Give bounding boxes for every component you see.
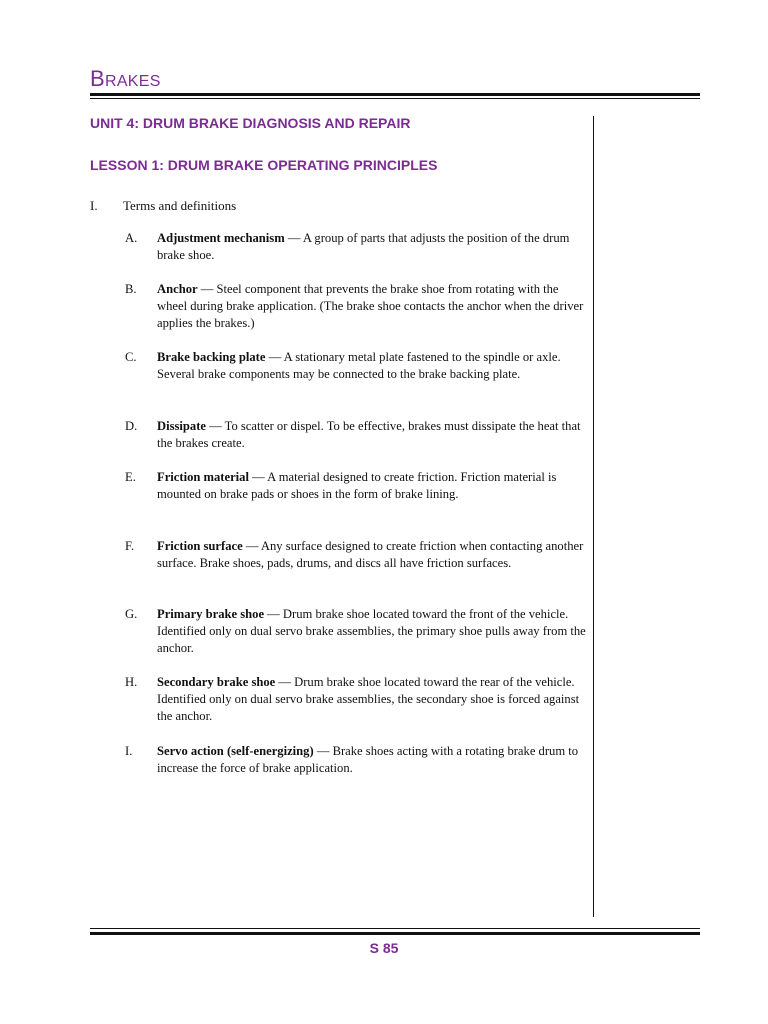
term-letter: H.	[125, 675, 138, 689]
term-letter: I.	[125, 744, 133, 758]
term-definition: — Any surface designed to create friction when contacting another surface. Brake shoes, pads, drums, and discs all have friction surfaces.	[157, 539, 584, 570]
term-letter: D.	[125, 419, 138, 433]
term-name: Adjustment mechanism	[157, 231, 285, 245]
term-letter: A.	[125, 231, 138, 245]
term-body	[157, 281, 587, 332]
margin-vertical-rule	[593, 116, 594, 917]
term-body	[157, 230, 587, 264]
term-definition: — Brake shoes acting with a rotating brake drum to increase the force of brake application.	[157, 744, 579, 775]
unit-heading: UNIT 4: DRUM BRAKE DIAGNOSIS AND REPAIR	[90, 115, 411, 131]
term-body	[157, 418, 587, 452]
term-name: Secondary brake shoe	[157, 675, 276, 689]
term-name: Servo action (self-energizing)	[157, 744, 314, 758]
term-letter: B.	[125, 282, 137, 296]
term-definition: — A group of parts that adjusts the position of the drum brake shoe.	[157, 231, 570, 262]
header-title-rest: RAKES	[104, 73, 161, 90]
term-body	[157, 538, 587, 572]
page-header-title	[90, 66, 161, 92]
term-body	[157, 606, 587, 657]
term-name: Primary brake shoe	[157, 607, 265, 621]
footer-rule-thick	[90, 932, 700, 935]
term-letter: F.	[125, 539, 135, 553]
footer-rule-thin	[90, 928, 700, 929]
page-number: S 85	[369, 940, 399, 956]
term-body	[157, 743, 587, 777]
term-letter: C.	[125, 350, 137, 364]
term-definition: — Drum brake shoe located toward the front of the vehicle. Identified only on dual servo brake assemblies, the primary shoe pulls away from the anchor.	[157, 607, 586, 655]
header-rule-thick	[90, 93, 700, 96]
term-name: Anchor	[157, 282, 198, 296]
term-name: Dissipate	[157, 419, 206, 433]
term-name: Brake backing plate	[157, 350, 266, 364]
term-body	[157, 469, 587, 503]
header-rule-thin	[90, 98, 700, 99]
lesson-heading: LESSON 1: DRUM BRAKE OPERATING PRINCIPLES	[90, 157, 438, 173]
term-body	[157, 674, 587, 725]
term-definition: — Drum brake shoe located toward the rear of the vehicle. Identified only on dual servo brake assemblies, the secondary shoe is forced against the anchor.	[157, 675, 580, 723]
section-number: I.	[90, 198, 98, 213]
term-definition: — Steel component that prevents the brake shoe from rotating with the wheel during brake application. (The brake shoe contacts the anchor when the driver applies the brakes.)	[157, 282, 584, 330]
term-body	[157, 349, 587, 383]
header-title-cap: B	[90, 66, 105, 91]
term-definition: — A material designed to create friction. Friction material is mounted on brake pads or shoes in the form of brake lining.	[157, 470, 557, 501]
term-definition: — To scatter or dispel. To be effective, brakes must dissipate the heat that the brakes create.	[157, 419, 581, 450]
term-name: Friction surface	[157, 539, 243, 553]
term-letter: E.	[125, 470, 136, 484]
term-letter: G.	[125, 607, 138, 621]
term-definition: — A stationary metal plate fastened to the spindle or axle. Several brake components may be connected to the brake backing plate.	[157, 350, 561, 381]
term-name: Friction material	[157, 470, 249, 484]
section-title: Terms and definitions	[123, 198, 237, 213]
